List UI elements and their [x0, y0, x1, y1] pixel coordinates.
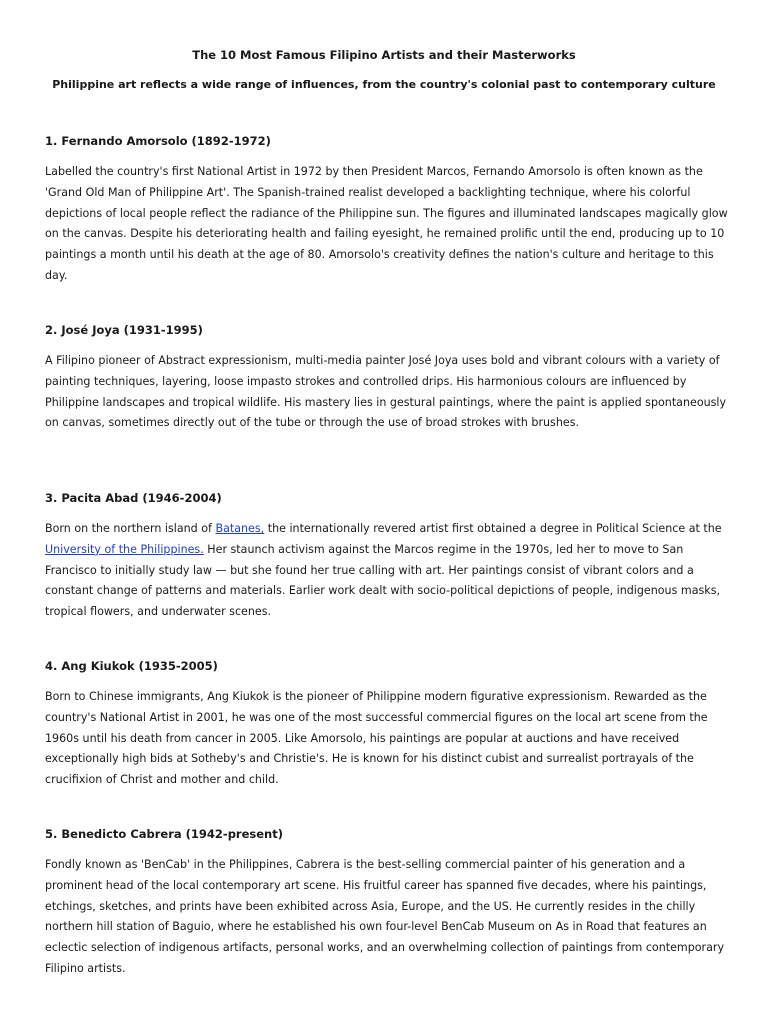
artist-section-cabrera: [45, 826, 735, 980]
document-subtitle: Philippine art reflects a wide range of influences, from the country's colonial past to contemporary culture: [52, 78, 716, 91]
artist-heading: 3. Pacita Abad (1946-2004): [45, 491, 222, 505]
artist-description: Born to Chinese immigrants, Ang Kiukok is the pioneer of Philippine modern figurative expressionism. Rewarded as the country's National Artist in 2001, he was one of the most successful commercial figures on the local art scene from the 1960s until his death from cancer in 2005. Like Amorsolo, his paintings are popular at auctions and have received exceptionally high bids at Sotheby's and Christie's. He is known for his distinct cubist and surrealist portrayals of the crucifixion of Christ and mother and child.: [45, 690, 708, 787]
artist-heading: 4. Ang Kiukok (1935-2005): [45, 659, 218, 673]
artist-section-joya: [45, 322, 735, 434]
description-text: Her staunch activism against the Marcos regime in the 1970s, led her to move to San Francisco to initially study law — but she found her true calling with art. Her paintings consist of vibrant colors and a constant change of patterns and materials. Earlier work dealt with socio-political depictions of people, indigenous masks, tropical flowers, and underwater scenes.: [45, 542, 721, 619]
artist-heading: 2. José Joya (1931-1995): [45, 323, 203, 337]
artist-description: Labelled the country's first National Artist in 1972 by then President Marcos, Fernando Amorsolo is often known as the 'Grand Old Man of Philippine Art'. The Spanish-trained realist developed a backlighting technique, where his colorful depictions of local people reflect the radiance of the Philippine sun. The figures and illuminated landscapes magically glow on the canvas. Despite his deteriorating health and failing eyesight, he remained prolific until the end, producing up to 10 paintings a month until his death at the age of 80. Amorsolo's creativity defines the nation's culture and heritage to this day.: [45, 165, 728, 282]
artist-section-abad: [45, 490, 735, 623]
artist-description: A Filipino pioneer of Abstract expressionism, multi-media painter José Joya uses bold and vibrant colours with a variety of painting techniques, layering, loose impasto strokes and controlled drips. His harmonious colours are influenced by Philippine landscapes and tropical wildlife. His mastery lies in gestural paintings, where the paint is applied spontaneously on canvas, sometimes directly out of the tube or through the use of broad strokes with brushes.: [45, 354, 727, 430]
artist-heading: 5. Benedicto Cabrera (1942-present): [45, 827, 283, 841]
description-text: the internationally revered artist first obtained a degree in Political Science at the: [264, 522, 722, 535]
artist-section-kiukok: [45, 658, 735, 791]
artist-description: Fondly known as 'BenCab' in the Philippines, Cabrera is the best-selling commercial painter of his generation and a prominent head of the local contemporary art scene. His fruitful career has spanned five decades, where his paintings, etchings, sketches, and prints have been exhibited across Asia, Europe, and the US. He currently resides in the chilly northern hill station of Baguio, where he established his own four-level BenCab Museum on As in Road that features an eclectic selection of indigenous artifacts, personal works, and an overwhelming collection of paintings from contemporary Filipino artists.: [45, 858, 725, 975]
artist-section-amorsolo: [45, 133, 735, 287]
description-text: Born on the northern island of: [45, 522, 216, 535]
university-of-the-philippines-link[interactable]: University of the Philippines.: [45, 542, 204, 556]
batanes-link[interactable]: Batanes,: [215, 522, 265, 535]
artist-description: [45, 519, 735, 623]
document-title: The 10 Most Famous Filipino Artists and their Masterworks: [192, 48, 576, 62]
artist-heading: 1. Fernando Amorsolo (1892-1972): [45, 134, 271, 148]
